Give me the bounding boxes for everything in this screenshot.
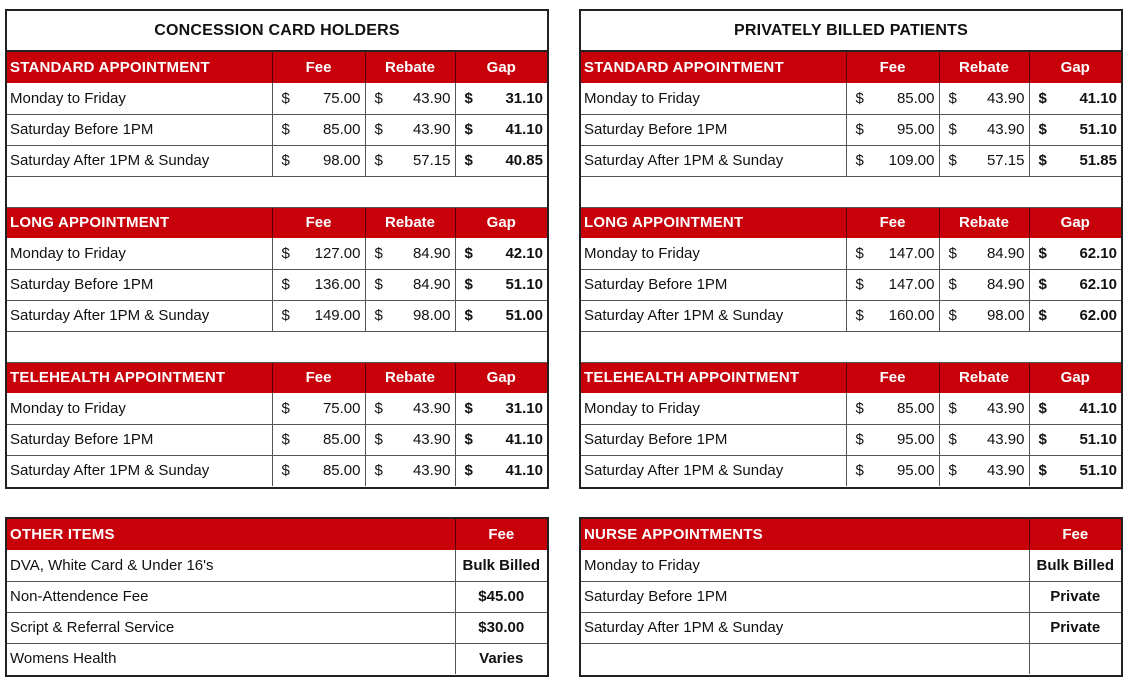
currency-symbol: $	[374, 431, 383, 448]
day-label: Monday to Friday	[581, 393, 846, 424]
fee-cell	[846, 424, 939, 455]
fee-column-header: Fee	[272, 207, 365, 238]
fee-value: 85.00	[896, 89, 935, 107]
gap-column-header: Gap	[455, 52, 547, 83]
currency-symbol: $	[374, 276, 383, 293]
day-label: Monday to Friday	[581, 238, 846, 269]
currency-symbol: $	[281, 399, 290, 417]
fee-cell	[272, 238, 365, 269]
fee-value: 147.00	[888, 276, 935, 293]
currency-symbol: $	[855, 276, 864, 293]
gap-cell	[1029, 455, 1121, 486]
gap-cell	[455, 145, 547, 176]
gap-value: 31.10	[505, 399, 543, 417]
rebate-cell	[939, 424, 1029, 455]
item-fee: Varies	[479, 650, 524, 668]
currency-symbol: $	[855, 89, 864, 107]
currency-symbol: $	[948, 462, 957, 480]
fee-value: 95.00	[896, 121, 935, 138]
rebate-value: 57.15	[986, 152, 1025, 169]
currency-symbol: $	[855, 244, 864, 262]
gap-cell	[1029, 393, 1121, 424]
fee-value: 136.00	[314, 276, 361, 293]
currency-symbol: $	[374, 244, 383, 262]
currency-symbol: $	[1038, 462, 1047, 480]
rebate-cell	[939, 269, 1029, 300]
rebate-column-header: Rebate	[939, 207, 1029, 238]
currency-symbol: $	[948, 276, 957, 293]
currency-symbol: $	[948, 399, 957, 417]
gap-value: 41.10	[505, 431, 543, 448]
table-row	[7, 145, 547, 176]
currency-symbol: $	[281, 276, 290, 293]
currency-symbol: $	[948, 431, 957, 448]
table-row	[7, 424, 547, 455]
section-title: TELEHEALTH APPOINTMENT	[7, 362, 272, 393]
private-panel	[579, 9, 1123, 489]
rebate-value: 43.90	[412, 399, 451, 417]
fee-column-header: Fee	[846, 362, 939, 393]
item-fee: Private	[1029, 581, 1121, 612]
table-row-empty	[581, 643, 1121, 674]
table-row	[581, 612, 1121, 643]
fee-value: 85.00	[896, 399, 935, 417]
currency-symbol: $	[1038, 276, 1047, 293]
table-row	[581, 455, 1121, 486]
fee-column-header: Fee	[272, 52, 365, 83]
gap-cell	[455, 269, 547, 300]
item-fee: $30.00	[455, 612, 547, 643]
section-header	[581, 362, 1121, 393]
currency-symbol: $	[374, 152, 383, 169]
fee-cell	[272, 455, 365, 486]
rebate-cell	[365, 238, 455, 269]
table-row	[581, 393, 1121, 424]
gap-value: 41.10	[505, 121, 543, 138]
table-row	[581, 238, 1121, 269]
rebate-cell	[365, 114, 455, 145]
other-items-heading: OTHER ITEMS	[7, 519, 455, 550]
gap-cell	[455, 300, 547, 331]
item-label: Saturday After 1PM & Sunday	[581, 612, 1029, 643]
item-label: Womens Health	[7, 643, 455, 674]
fee-value: 127.00	[314, 244, 361, 262]
spacer-row	[581, 331, 1121, 362]
fee-value: 95.00	[896, 431, 935, 448]
currency-symbol: $	[374, 307, 383, 324]
fee-cell	[272, 424, 365, 455]
currency-symbol: $	[464, 244, 473, 262]
currency-symbol: $	[1038, 431, 1047, 448]
fee-value: 160.00	[888, 307, 935, 324]
item-label: Monday to Friday	[581, 550, 1029, 581]
other-items-fee-header: Fee	[455, 519, 547, 550]
rebate-value: 43.90	[412, 431, 451, 448]
currency-symbol: $	[374, 399, 383, 417]
table-row	[7, 612, 547, 643]
section-title: STANDARD APPOINTMENT	[581, 52, 846, 83]
fee-cell	[272, 393, 365, 424]
rebate-cell	[939, 393, 1029, 424]
fee-cell	[846, 114, 939, 145]
gap-value: 51.10	[1079, 431, 1117, 448]
gap-cell	[455, 424, 547, 455]
currency-symbol: $	[464, 431, 473, 448]
gap-cell	[1029, 424, 1121, 455]
table-row	[7, 300, 547, 331]
rebate-cell	[939, 145, 1029, 176]
gap-cell	[455, 455, 547, 486]
rebate-cell	[939, 83, 1029, 114]
day-label: Saturday Before 1PM	[7, 424, 272, 455]
currency-symbol: $	[281, 89, 290, 107]
fee-cell	[846, 83, 939, 114]
currency-symbol: $	[855, 399, 864, 417]
gap-cell	[1029, 300, 1121, 331]
gap-column-header: Gap	[455, 207, 547, 238]
rebate-value: 84.90	[412, 244, 451, 262]
gap-value: 51.85	[1079, 152, 1117, 169]
day-label: Saturday Before 1PM	[581, 114, 846, 145]
item-fee: Bulk Billed	[455, 550, 547, 581]
other-items-header	[7, 519, 547, 550]
gap-cell	[1029, 83, 1121, 114]
fee-column-header: Fee	[272, 362, 365, 393]
fee-column-header: Fee	[846, 52, 939, 83]
currency-symbol: $	[948, 152, 957, 169]
day-label: Saturday Before 1PM	[7, 269, 272, 300]
currency-symbol: $	[281, 244, 290, 262]
currency-symbol: $	[374, 89, 383, 107]
fee-cell	[846, 145, 939, 176]
currency-symbol: $	[281, 431, 290, 448]
currency-symbol: $	[1038, 307, 1047, 324]
rebate-cell	[939, 114, 1029, 145]
rebate-column-header: Rebate	[939, 52, 1029, 83]
gap-value: 41.10	[1079, 89, 1117, 107]
section-title: STANDARD APPOINTMENT	[7, 52, 272, 83]
day-label: Saturday After 1PM & Sunday	[7, 145, 272, 176]
rebate-value: 43.90	[986, 121, 1025, 138]
currency-symbol: $	[1038, 152, 1047, 169]
day-label: Saturday After 1PM & Sunday	[581, 300, 846, 331]
nurse-header	[581, 519, 1121, 550]
rebate-value: 98.00	[412, 307, 451, 324]
rebate-cell	[365, 393, 455, 424]
day-label: Saturday After 1PM & Sunday	[7, 455, 272, 486]
rebate-value: 43.90	[412, 89, 451, 107]
table-row	[581, 424, 1121, 455]
concession-fee-table	[7, 52, 547, 486]
nurse-fee-header: Fee	[1029, 519, 1121, 550]
rebate-value: 43.90	[986, 399, 1025, 417]
day-label: Saturday Before 1PM	[581, 269, 846, 300]
table-row	[7, 83, 547, 114]
rebate-column-header: Rebate	[365, 207, 455, 238]
gap-value: 62.10	[1079, 244, 1117, 262]
currency-symbol: $	[855, 431, 864, 448]
currency-symbol: $	[464, 152, 473, 169]
currency-symbol: $	[281, 152, 290, 169]
fee-cell	[272, 300, 365, 331]
section-title: TELEHEALTH APPOINTMENT	[581, 362, 846, 393]
day-label: Monday to Friday	[7, 83, 272, 114]
fee-value: 75.00	[322, 399, 361, 417]
currency-symbol: $	[464, 307, 473, 324]
fee-cell	[846, 269, 939, 300]
rebate-value: 43.90	[412, 121, 451, 138]
table-row	[581, 83, 1121, 114]
gap-column-header: Gap	[1029, 362, 1121, 393]
rebate-cell	[365, 269, 455, 300]
fee-value: 95.00	[896, 462, 935, 480]
table-row	[581, 300, 1121, 331]
private-title: PRIVATELY BILLED PATIENTS	[581, 11, 1121, 52]
gap-value: 51.00	[505, 307, 543, 324]
currency-symbol: $	[281, 462, 290, 480]
gap-column-header: Gap	[455, 362, 547, 393]
fee-cell	[846, 455, 939, 486]
rebate-value: 84.90	[986, 244, 1025, 262]
currency-symbol: $	[281, 121, 290, 138]
spacer-row	[7, 176, 547, 207]
item-label: Saturday Before 1PM	[581, 581, 1029, 612]
currency-symbol: $	[1038, 89, 1047, 107]
day-label: Monday to Friday	[7, 393, 272, 424]
currency-symbol: $	[948, 89, 957, 107]
rebate-cell	[365, 145, 455, 176]
section-header	[7, 362, 547, 393]
currency-symbol: $	[374, 121, 383, 138]
section-header	[581, 52, 1121, 83]
rebate-value: 84.90	[986, 276, 1025, 293]
concession-panel	[5, 9, 549, 489]
currency-symbol: $	[948, 244, 957, 262]
currency-symbol: $	[948, 121, 957, 138]
currency-symbol: $	[855, 152, 864, 169]
table-row	[7, 550, 547, 581]
fee-value: 85.00	[322, 462, 361, 480]
nurse-appointments-table	[581, 519, 1121, 674]
rebate-cell	[939, 238, 1029, 269]
gap-value: 40.85	[505, 152, 543, 169]
day-label: Saturday Before 1PM	[581, 424, 846, 455]
item-fee: Bulk Billed	[1029, 550, 1121, 581]
table-row	[7, 643, 547, 674]
gap-value: 41.10	[505, 462, 543, 480]
rebate-cell	[365, 455, 455, 486]
fee-cell	[846, 393, 939, 424]
other-items-table	[7, 519, 547, 674]
table-row	[7, 581, 547, 612]
gap-value: 51.10	[505, 276, 543, 293]
other-items-panel	[5, 517, 549, 677]
item-label: Script & Referral Service	[7, 612, 455, 643]
table-row	[581, 581, 1121, 612]
gap-cell	[1029, 238, 1121, 269]
table-row	[581, 145, 1121, 176]
concession-title: CONCESSION CARD HOLDERS	[7, 11, 547, 52]
gap-value: 51.10	[1079, 462, 1117, 480]
item-label: Non-Attendence Fee	[7, 581, 455, 612]
gap-value: 51.10	[1079, 121, 1117, 138]
table-row	[7, 393, 547, 424]
rebate-value: 43.90	[986, 462, 1025, 480]
gap-value: 41.10	[1079, 399, 1117, 417]
fee-value: 147.00	[888, 244, 935, 262]
rebate-value: 43.90	[412, 462, 451, 480]
gap-cell	[455, 114, 547, 145]
item-label: DVA, White Card & Under 16's	[7, 550, 455, 581]
spacer-row	[581, 176, 1121, 207]
currency-symbol: $	[464, 399, 473, 417]
fee-cell	[846, 238, 939, 269]
rebate-cell	[939, 300, 1029, 331]
currency-symbol: $	[1038, 399, 1047, 417]
gap-cell	[455, 393, 547, 424]
rebate-value: 43.90	[986, 89, 1025, 107]
fee-value: 85.00	[322, 121, 361, 138]
gap-column-header: Gap	[1029, 207, 1121, 238]
day-label: Monday to Friday	[581, 83, 846, 114]
rebate-value: 98.00	[986, 307, 1025, 324]
gap-cell	[1029, 145, 1121, 176]
gap-column-header: Gap	[1029, 52, 1121, 83]
rebate-cell	[365, 83, 455, 114]
gap-value: 62.00	[1079, 307, 1117, 324]
currency-symbol: $	[855, 462, 864, 480]
gap-value: 42.10	[505, 244, 543, 262]
nurse-heading: NURSE APPOINTMENTS	[581, 519, 1029, 550]
rebate-cell	[939, 455, 1029, 486]
fee-cell	[272, 145, 365, 176]
fee-value: 149.00	[314, 307, 361, 324]
fee-cell	[272, 269, 365, 300]
currency-symbol: $	[1038, 244, 1047, 262]
fee-value: 109.00	[888, 152, 935, 169]
rebate-column-header: Rebate	[939, 362, 1029, 393]
item-fee: Private	[1029, 612, 1121, 643]
day-label: Saturday Before 1PM	[7, 114, 272, 145]
gap-cell	[1029, 114, 1121, 145]
table-row	[7, 114, 547, 145]
rebate-value: 84.90	[412, 276, 451, 293]
day-label: Monday to Friday	[7, 238, 272, 269]
currency-symbol: $	[464, 89, 473, 107]
rebate-column-header: Rebate	[365, 362, 455, 393]
currency-symbol: $	[281, 307, 290, 324]
section-header	[581, 207, 1121, 238]
day-label: Saturday After 1PM & Sunday	[581, 145, 846, 176]
table-row	[581, 550, 1121, 581]
item-fee: $45.00	[455, 581, 547, 612]
day-label: Saturday After 1PM & Sunday	[581, 455, 846, 486]
gap-cell	[455, 83, 547, 114]
gap-value: 31.10	[505, 89, 543, 107]
gap-cell	[1029, 269, 1121, 300]
fee-value: 98.00	[322, 152, 361, 169]
section-header	[7, 52, 547, 83]
section-title: LONG APPOINTMENT	[7, 207, 272, 238]
table-row	[7, 269, 547, 300]
currency-symbol: $	[464, 121, 473, 138]
currency-symbol: $	[374, 462, 383, 480]
table-row	[581, 114, 1121, 145]
currency-symbol: $	[855, 307, 864, 324]
rebate-value: 57.15	[412, 152, 451, 169]
currency-symbol: $	[464, 276, 473, 293]
fee-value: 75.00	[322, 89, 361, 107]
currency-symbol: $	[855, 121, 864, 138]
spacer-row	[7, 331, 547, 362]
currency-symbol: $	[1038, 121, 1047, 138]
rebate-column-header: Rebate	[365, 52, 455, 83]
fee-value: 85.00	[322, 431, 361, 448]
fee-column-header: Fee	[846, 207, 939, 238]
rebate-cell	[365, 424, 455, 455]
fee-cell	[272, 114, 365, 145]
table-row	[7, 455, 547, 486]
rebate-value: 43.90	[986, 431, 1025, 448]
currency-symbol: $	[948, 307, 957, 324]
fee-cell	[272, 83, 365, 114]
rebate-cell	[365, 300, 455, 331]
gap-value: 62.10	[1079, 276, 1117, 293]
section-header	[7, 207, 547, 238]
gap-cell	[455, 238, 547, 269]
day-label: Saturday After 1PM & Sunday	[7, 300, 272, 331]
section-title: LONG APPOINTMENT	[581, 207, 846, 238]
currency-symbol: $	[464, 462, 473, 480]
table-row	[7, 238, 547, 269]
private-fee-table	[581, 52, 1121, 486]
nurse-appointments-panel	[579, 517, 1123, 677]
table-row	[581, 269, 1121, 300]
fee-cell	[846, 300, 939, 331]
